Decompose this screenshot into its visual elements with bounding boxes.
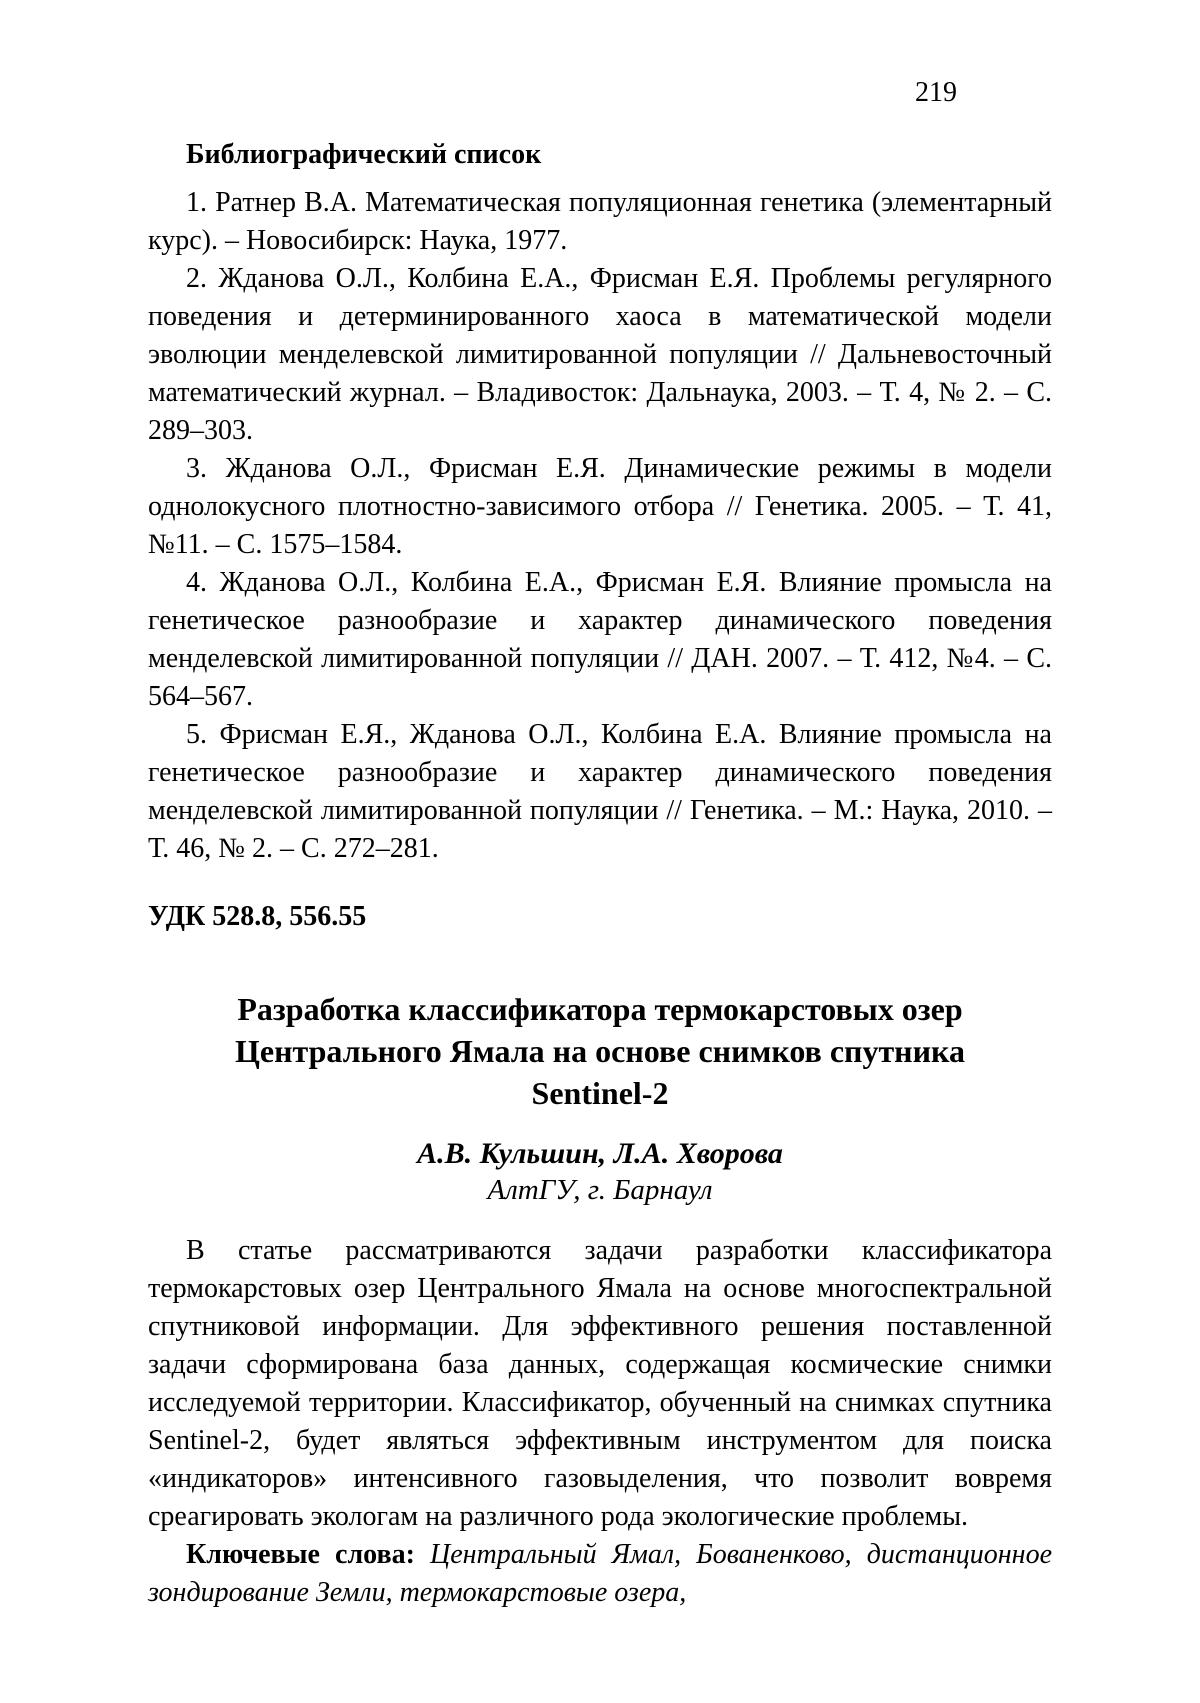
keywords-separator: : bbox=[405, 1539, 430, 1570]
page-number: 219 bbox=[915, 77, 957, 108]
udc-code: УДК 528.8, 556.55 bbox=[148, 901, 367, 932]
reference-item-1: 1. Ратнер В.А. Математическая популяционная генетика (элементарный курс). – Новосибирск: Наука, 1977. bbox=[148, 187, 1052, 256]
keywords-label: Ключевые слова bbox=[186, 1539, 406, 1570]
article-authors: А.В. Кульшин, Л.А. Хворова bbox=[417, 1137, 783, 1170]
keywords-text: Центральный Ямал, Бованенково, дистанционное зондирование Земли, термокарстовые озера, bbox=[148, 1539, 1052, 1608]
article-abstract: В статье рассматриваются задачи разработки классификатора термокарстовых озер Центрального Ямала на основе многоспектральной спутниковой информации. Для эффективного решения поставленной задачи сформирована база данных, содержащая космические снимки исследуемой территории. Классификатор, обученный на снимках спутника Sentinel-2, будет являться эффективным инструментом для поиска «индикаторов» интенсивного газовыделения, что позволит вовремя среагировать экологам на различного рода экологические проблемы. bbox=[148, 1235, 1052, 1532]
bibliography-heading: Библиографический список bbox=[186, 139, 542, 170]
reference-item-5: 5. Фрисман Е.Я., Жданова О.Л., Колбина Е.А. Влияние промысла на генетическое разнообразие и характер динамического поведения менделевской лимитированной популяции // Генетика. – М.: Наука, 2010. – Т. 46, № 2. – С. 272–281. bbox=[148, 719, 1052, 864]
reference-item-3: 3. Жданова О.Л., Фрисман Е.Я. Динамические режимы в модели однолокусного плотностно-зависимого отбора // Генетика. 2005. – Т. 41, №11. – С. 1575–1584. bbox=[148, 453, 1052, 560]
article-title: Разработка классификатора термокарстовых озер Центрального Ямала на основе снимков спутника Sentinel-2 bbox=[234, 991, 965, 1111]
article-affiliation: АлтГУ, г. Барнаул bbox=[487, 1174, 713, 1206]
reference-item-2: 2. Жданова О.Л., Колбина Е.А., Фрисман Е.Я. Проблемы регулярного поведения и детерминированного хаоса в математической модели эволюции менделевской лимитированной популяции // Дальневосточный математический журнал. – Владивосток: Дальнаука, 2003. – Т. 4, № 2. – С. 289–303. bbox=[148, 263, 1052, 446]
reference-item-4: 4. Жданова О.Л., Колбина Е.А., Фрисман Е.Я. Влияние промысла на генетическое разнообразие и характер динамического поведения менделевской лимитированной популяции // ДАН. 2007. – Т. 412, №4. – С. 564–567. bbox=[148, 567, 1052, 712]
article-keywords bbox=[148, 1536, 1052, 1612]
